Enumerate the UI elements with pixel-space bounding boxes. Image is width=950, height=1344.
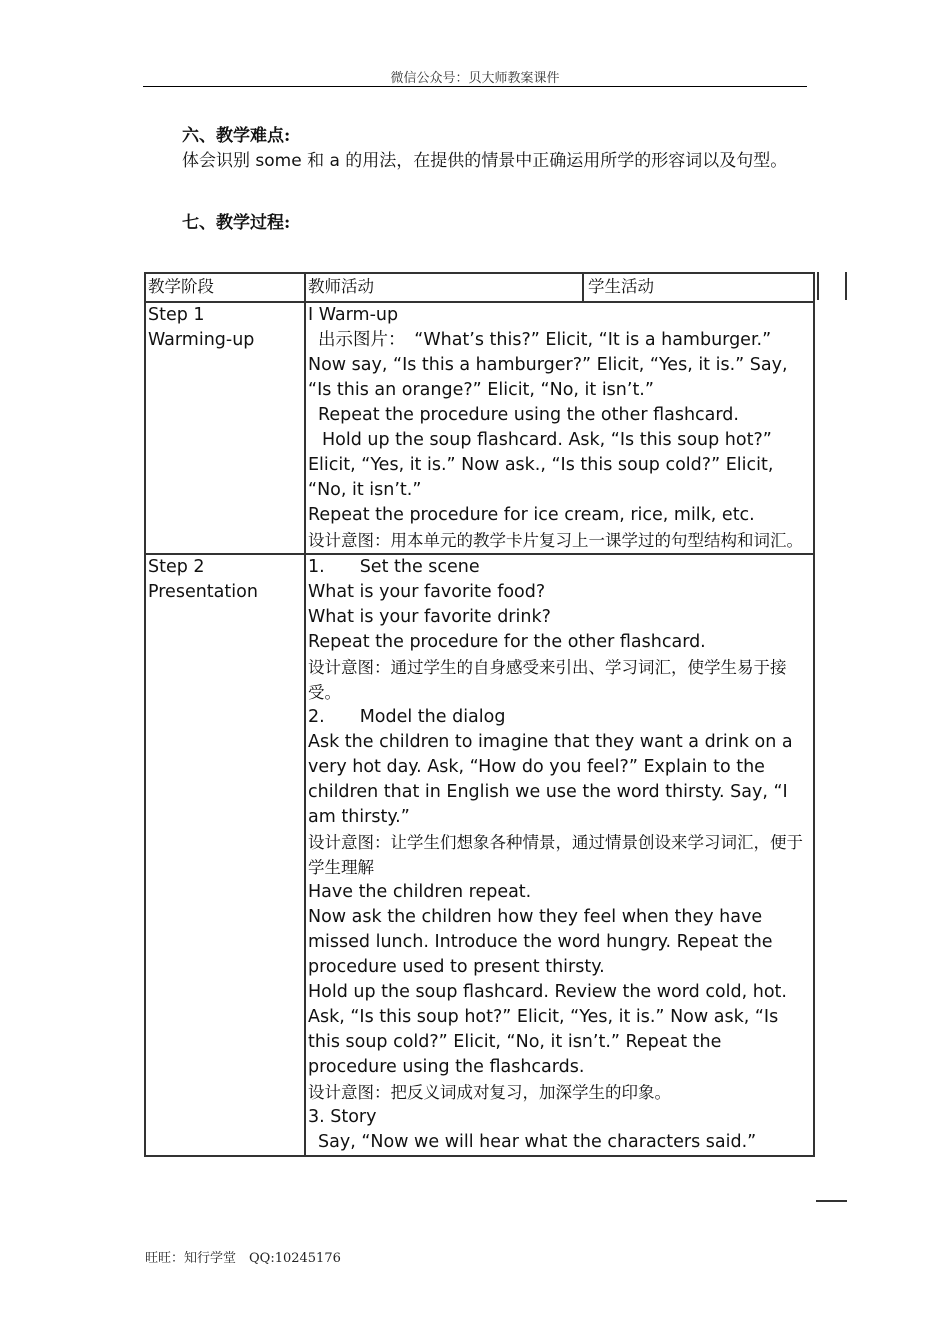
- step1-number: Step 1: [148, 305, 205, 325]
- step2-heading-2: 2. Model the dialog: [308, 707, 506, 727]
- header-teacher-student: [305, 273, 814, 302]
- step2-line-2: What is your favorite drink?: [308, 607, 551, 627]
- page-footer: 旺旺：知行学堂 QQ:10245176: [145, 1251, 341, 1266]
- step1-design-note: 设计意图：用本单元的教学卡片复习上一课学过的句型结构和词汇。: [308, 531, 803, 550]
- step2-design-note-2: 设计意图：让学生们想象各种情景，通过情景创设来学习词汇，便于学生理解: [308, 833, 803, 877]
- step2-design-note-1: 设计意图：通过学生的自身感受来引出、学习词汇，使学生易于接受。: [308, 658, 787, 702]
- table-row-step1: [145, 302, 814, 554]
- step1-title: Ⅰ Warm-up: [308, 305, 399, 325]
- step1-paragraph-4: Repeat the procedure for ice cream, rice, milk, etc.: [308, 505, 755, 525]
- activity-cell-step2: [305, 554, 814, 1156]
- edge-line-outer: [845, 272, 847, 300]
- activity-cell-step1: [305, 302, 814, 554]
- step1-name: Warming-up: [148, 330, 255, 350]
- step2-heading-1: 1. Set the scene: [308, 557, 480, 577]
- step2-design-note-3: 设计意图：把反义词成对复习，加深学生的印象。: [308, 1083, 671, 1102]
- step1-paragraph-1: 出示图片： “What’s this?” Elicit, “It is a hamburger.” Now say, “Is this a hamburger?” Elicit, “Yes, it is.” Say, “Is this an orange?” Elicit, “No, it isn’t.”: [308, 330, 788, 400]
- step2-number: Step 2: [148, 557, 205, 577]
- step2-paragraph-4: Hold up the soup flashcard. Review the word cold, hot. Ask, “Is this soup hot?” Elicit, “Yes, it is.” Now ask, “Is this soup cold?” Elicit, “No, it isn’t.” Repeat the procedure using the flashcards.: [308, 982, 787, 1077]
- column-divider: [582, 274, 584, 301]
- step2-paragraph-2: Have the children repeat.: [308, 882, 532, 902]
- stage-cell-step2: [145, 554, 305, 1156]
- stage-cell-step1: [145, 302, 305, 554]
- step1-paragraph-3: Hold up the soup flashcard. Ask, “Is this soup hot?” Elicit, “Yes, it is.” Now ask., “Is this soup cold?” Elicit, “No, it isn’t.”: [308, 430, 774, 500]
- header-student: 学生活动: [588, 277, 654, 296]
- table-row-step2: [145, 554, 814, 1156]
- difficulty-heading: 六、教学难点:: [182, 126, 291, 146]
- step2-line-1: What is your favorite food?: [308, 582, 546, 602]
- step1-paragraph-2: Repeat the procedure using the other flashcard.: [318, 405, 739, 425]
- step2-paragraph-5: Say, “Now we will hear what the characters said.”: [318, 1132, 757, 1152]
- header-divider: [143, 86, 807, 87]
- step2-line-3: Repeat the procedure for the other flashcard.: [308, 632, 706, 652]
- table-bottom-extension: [816, 1200, 847, 1202]
- edge-line-inner: [817, 272, 819, 300]
- lesson-process-table: [144, 272, 815, 1157]
- header-teacher: 教师活动: [308, 277, 374, 296]
- header-stage: 教学阶段: [145, 273, 305, 302]
- table-right-edge: [817, 272, 846, 300]
- step2-paragraph-3: Now ask the children how they feel when they have missed lunch. Introduce the word hungry. Repeat the procedure used to present thirsty.: [308, 907, 773, 977]
- page-header: 微信公众号：贝大师教案课件: [390, 71, 560, 86]
- difficulty-text: 体会识别 some 和 a 的用法，在提供的情景中正确运用所学的形容词以及句型。: [182, 151, 788, 171]
- table-header-row: [145, 273, 814, 302]
- process-heading: 七、教学过程:: [182, 213, 291, 233]
- step2-name: Presentation: [148, 582, 258, 602]
- step2-paragraph-1: Ask the children to imagine that they want a drink on a very hot day. Ask, “How do you feel?” Explain to the children that in English we use the word thirsty. Say, “I am thirsty.”: [308, 732, 793, 827]
- step2-heading-3: 3. Story: [308, 1107, 377, 1127]
